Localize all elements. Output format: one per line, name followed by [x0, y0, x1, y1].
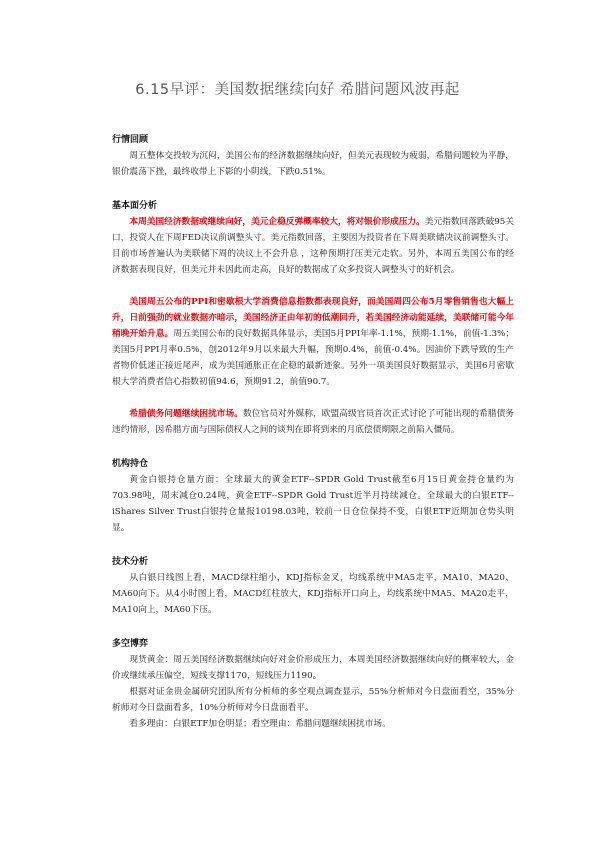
fundamentals-paragraph-3	[112, 406, 514, 438]
fundamentals-text-1: 美元指数回落跌破95关口，投资人在下周FED决议前调整头寸。美元指数回落，主要因为投资者在下周美联储决议前调整头寸。目前市场普遍认为美联储下周的决议上不会升息 ，这种预期打压美元走软。另外，本周五美国公布的经济数据表现良好，但美元并未因此而走高，良好的数据成了众多投资人调整头寸的好机会。	[112, 217, 515, 275]
institutions-paragraph: 黄金白银持仓量方面：全球最大的黄金ETF--SPDR Gold Trust截至6月15日黄金持仓量约为703.98吨，周末减仓0.24吨，黄金ETF--SPDR Gold Trust近半月持续减仓。全球最大的白银ETF--iShares Silver Trust白银持仓量报10198.03吨，较前一日仓位保持不变，白银ETF近期加仓势头明显。	[112, 475, 514, 533]
market-review-paragraph: 周五整体交投较为沉闷，美国公布的经济数据继续向好，但美元表现较为疲弱，希腊问题较为平静，银价震荡下挫，最终收带上下影的小阴线，下跌0.51%。	[112, 151, 514, 177]
section-heading-market-review: 行情回顾	[112, 135, 149, 145]
fundamentals-text-3: 数位官员对外媒称，欧盟高级官员首次正式讨论了可能出现的希腊债务违约情形，因希腊方面与国际债权人之间的谈判在即将到来的月底偿债期限之前陷入僵局。	[112, 409, 515, 435]
fundamentals-highlight-3: 希腊债务问题继续困扰市场。	[129, 409, 244, 419]
fundamentals-text-2: 周五美国公布的良好数据具体显示，美国5月PPI年率-1.1%，预期-1.1%，前值-1.3%；美国5月PPI月率0.5%，创2012年9月以来最大升幅，预期0.4%，前值-0.4%。因油价下跌导致的生产者物价低迷正接近尾声，成为美国通胀正在企稳的最新迹象。另外一项美国良好数据显示，美国6月密歇根大学消费者信心指数初值94.6，预期91.2，前值90.7。	[112, 329, 515, 387]
long-short-paragraph-3: 看多理由：白银ETF加仓明显；看空理由：希腊问题继续困扰市场。	[129, 719, 391, 729]
fundamentals-paragraph-2	[112, 294, 514, 390]
section-heading-fundamentals: 基本面分析	[112, 201, 158, 211]
fundamentals-highlight-1: 本周美国经济数据或继续向好，美元企稳反弹概率较大，将对银价形成压力。	[129, 217, 425, 227]
fundamentals-highlight-2: 美国周五公布的PPI和密歇根大学消费信息指数都表现良好，而美国周四公布5月零售销售也大幅上升，日前强劲的就业数据亦暗示，美国经济正由年初的低潮回升，若美国经济动能延续，美联储可能今年稍晚开始升息。	[112, 297, 514, 339]
long-short-paragraph-2: 根据对证金贵金属研究团队所有分析师的多空观点调查显示，55%分析师对今日盘面看空，35%分析师对今日盘面看多，10%分析师对今日盘面看平。	[112, 687, 514, 713]
technical-paragraph: 从白银日线图上看，MACD绿柱缩小，KDJ指标金叉，均线系统中MA5走平，MA10、MA20、MA60向下。从4小时图上看，MACD红柱放大，KDJ指标开口向上，均线系统中MA5、MA20走平，MA10向上，MA60下压。	[112, 573, 514, 615]
fundamentals-paragraph-1	[112, 214, 514, 278]
document-body	[112, 132, 514, 732]
section-heading-institutions: 机构持仓	[112, 459, 149, 469]
page-title: 6.15早评：美国数据继续向好 希腊问题风波再起	[135, 82, 460, 98]
section-heading-long-short: 多空博弈	[112, 639, 149, 649]
long-short-paragraph-1: 现货黄金：周五美国经济数据继续向好对金价形成压力，本周美国经济数据继续向好的概率较大，金价或继续承压偏空，短线支撑1170，短线压力1190。	[112, 655, 514, 681]
section-heading-technical: 技术分析	[112, 557, 149, 567]
